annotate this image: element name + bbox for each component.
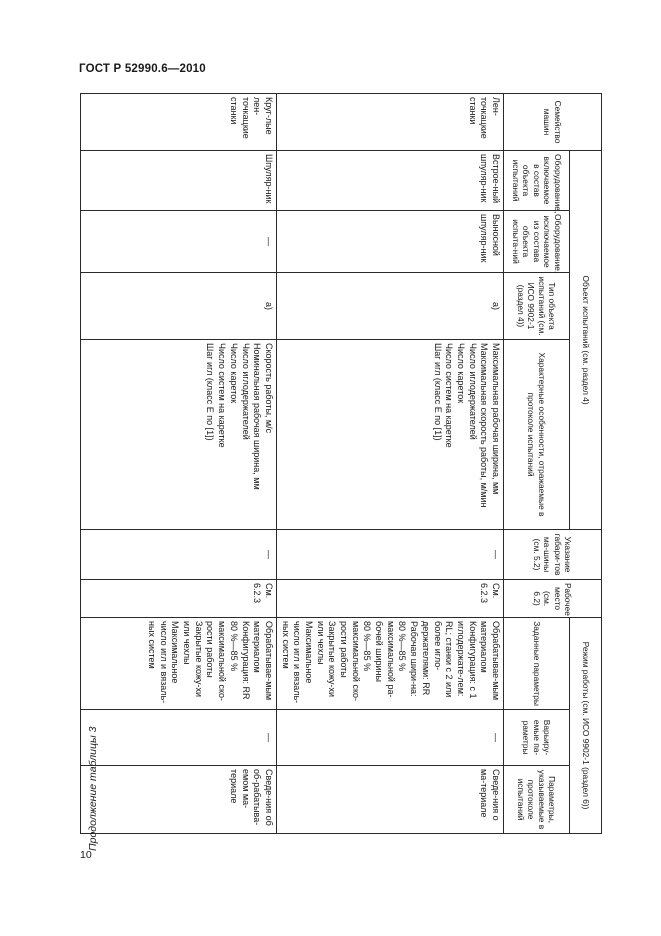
cell-features <box>276 340 503 530</box>
cell-var-params: — <box>80 710 276 766</box>
cell-report-params: Сведе-ния о ма-териале <box>276 766 503 834</box>
col-header-object-type: Тип объекта испытаний (см. ИСО 9902-1 (раздел 4)) <box>504 273 570 340</box>
param-line: Конфигурация: с 1 иглодержате-лем: RL; станки с 2 или более игло-держателями: RR <box>420 621 478 699</box>
cell-dimensions: — <box>80 530 276 580</box>
col-header-family: Семейство машин <box>504 94 602 151</box>
col-header-features: Характерные особенности, отражаемые в протоколе испытаний <box>504 340 570 530</box>
param-line: Максимальное число игл и вязаль-ных систем <box>280 621 314 704</box>
param-line: Закрытые кожу-хи или чехлы <box>182 621 204 698</box>
feature-line: Номинальная рабочая ширина, мм <box>252 343 263 490</box>
cell-features <box>80 340 276 530</box>
table-row <box>80 94 276 834</box>
param-line: Максимальное число игл и вязаль-ных систем <box>147 621 181 704</box>
param-line: Конфигурация: RR <box>240 621 251 700</box>
feature-line: Число систем на каретке <box>217 343 228 448</box>
cell-workplace: См. 6.2.3 <box>80 580 276 618</box>
cell-family: Лен-точкацкие станки <box>276 94 503 151</box>
cell-excluded: Выносной шпуляр-ник <box>276 211 503 273</box>
cell-set-params <box>80 618 276 710</box>
group-header-test-object: Объект испытаний (см. раздел 4) <box>570 151 602 530</box>
param-line: Закрытые кожу-хи или чехлы <box>315 621 338 698</box>
param-line: Обрабатывае-мым материалом <box>479 621 501 701</box>
cell-included: Шпуляр-ник <box>80 151 276 211</box>
feature-line: Шаг игл (класс Е по [1]) <box>432 343 443 441</box>
feature-line: Число кареток <box>228 343 239 404</box>
feature-line: Шаг игл (класс Е по [1]) <box>205 343 216 441</box>
col-header-var-params: Варьиру-емые па-раметры <box>504 710 570 766</box>
cell-set-params <box>276 618 503 710</box>
feature-line: Максимальная скорость работы, м/мин <box>479 343 490 508</box>
cell-object-type: а) <box>80 273 276 340</box>
machines-table <box>80 93 602 834</box>
table-row <box>276 94 503 834</box>
table-caption: Продолжение таблицы 3 <box>87 726 99 851</box>
param-line: 80 %—85 % максимальной ско-рости работы <box>205 621 239 701</box>
feature-line: Число систем на каретке <box>444 343 455 448</box>
cell-dimensions: — <box>276 530 503 580</box>
cell-workplace: См. 6.2.3 <box>276 580 503 618</box>
feature-line: Число иглодержателей <box>467 343 478 440</box>
group-header-operating-mode: Режим работы (см. ИСО 9902-1 (раздел 6)) <box>570 618 602 834</box>
cell-family: Круг-лые лен-точкацкие станки <box>80 94 276 151</box>
param-line: 80 %—85 % максимальной ско-рости работы <box>339 621 373 701</box>
param-line: Обрабатывае-мым материалом <box>252 621 274 701</box>
cell-var-params: — <box>276 710 503 766</box>
col-header-excluded: Оборудование, исключаемое из состава объекта испыта-ний <box>504 211 570 273</box>
col-header-dimensions: Указание габари-тов ма-шины (см. 5.2) <box>504 530 602 580</box>
cell-excluded: — <box>80 211 276 273</box>
document-header: ГОСТ Р 52990.6—2010 <box>79 63 206 75</box>
page-number: 10 <box>80 849 92 861</box>
feature-line: Максимальная рабочая ширина, мм <box>491 343 501 495</box>
feature-line: Число иглодержателей <box>240 343 251 440</box>
cell-report-params: Сведе-ния об об-рабатыва-емом ма-териале <box>80 766 276 834</box>
col-header-set-params: Заданные параметры <box>504 618 570 710</box>
cell-object-type: а) <box>276 273 503 340</box>
feature-line: Скорость работы, м/с <box>263 343 274 434</box>
col-header-included: Оборудование, включаемое в состав объекта испытаний <box>504 151 570 211</box>
col-header-workplace: Рабочее место (см. 6.2) <box>504 580 602 618</box>
col-header-report-params: Параметры, указываемые в протоколе испытаний <box>504 766 570 834</box>
feature-line: Число кареток <box>455 343 466 404</box>
cell-included: Встрое-ный шпуляр-ник <box>276 151 503 211</box>
param-line: Рабочая шири-на: 80 %—85 % максимальной ра-бочей ширины <box>374 621 420 698</box>
rotated-table-container <box>100 93 602 833</box>
